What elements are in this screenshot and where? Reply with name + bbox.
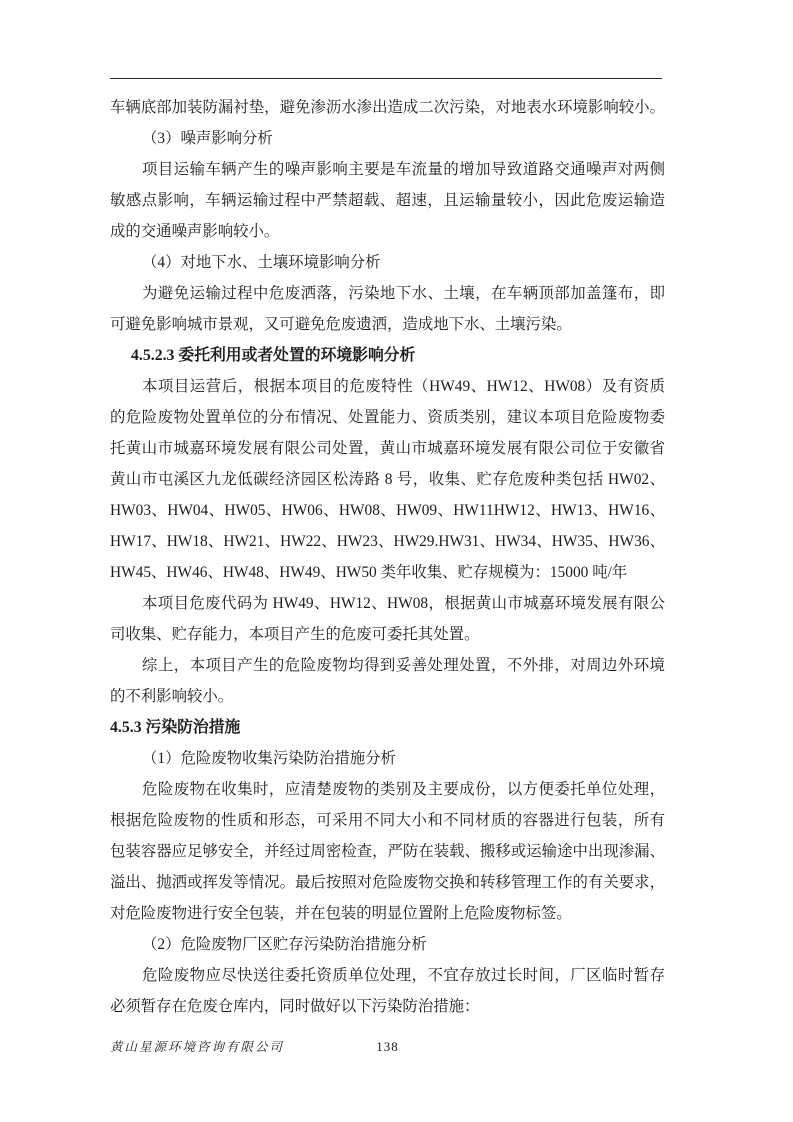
paragraph-line: 成的交通噪声影响较小。 xyxy=(110,223,280,240)
paragraph-line: 敏感点影响，车辆运输过程中严禁超载、超速，且运输量较小，因此危废运输造 xyxy=(110,192,665,209)
paragraph-line: HW45、HW46、HW48、HW49、HW50 类年收集、贮存规模为：15000 吨/年 xyxy=(110,564,628,581)
paragraph-line: 溢出、抛洒或挥发等情况。最后按照对危险废物交换和转移管理工作的有关要求， xyxy=(110,874,665,891)
paragraph-line: 车辆底部加装防漏衬垫，避免渗沥水渗出造成二次污染，对地表水环境影响较小。 xyxy=(110,99,665,116)
paragraph-line: （3）噪声影响分析 xyxy=(142,130,273,147)
paragraph-line: 综上，本项目产生的危险废物均得到妥善处理处置，不外排，对周边外环境 xyxy=(142,657,665,674)
paragraph-line: 本项目运营后，根据本项目的危废特性（HW49、HW12、HW08）及有资质 xyxy=(142,378,665,395)
paragraph-line: 司收集、贮存能力，本项目产生的危废可委托其处置。 xyxy=(110,626,480,643)
paragraph-line: （1）危险废物收集污染防治措施分析 xyxy=(142,750,396,767)
paragraph-line: 危险废物在收集时，应清楚废物的类别及主要成份，以方便委托单位处理， xyxy=(142,781,665,798)
footer-company-name: 黄山星源环境咨询有限公司 xyxy=(110,1040,285,1054)
paragraph-line: 的不利影响较小。 xyxy=(110,688,234,705)
paragraph-line: HW17、HW18、HW21、HW22、HW23、HW29.HW31、HW34、HW35、HW36、 xyxy=(110,533,665,550)
document-body xyxy=(110,92,665,1022)
paragraph-line: 对危险废物进行安全包装，并在包装的明显位置附上危险废物标签。 xyxy=(110,905,572,922)
paragraph-line: 的危险废物处置单位的分布情况、处置能力、资质类别，建议本项目危险废物委 xyxy=(110,409,665,426)
paragraph-line: 包装容器应足够安全，并经过周密检查，严防在装载、搬移或运输途中出现渗漏、 xyxy=(110,843,665,860)
page-footer xyxy=(110,1036,665,1058)
paragraph-line: 危险废物应尽快送往委托资质单位处理，不宜存放过长时间，厂区临时暂存 xyxy=(142,967,665,984)
paragraph-line: 托黄山市城嘉环境发展有限公司处置，黄山市城嘉环境发展有限公司位于安徽省 xyxy=(110,440,665,457)
paragraph-line: （2）危险废物厂区贮存污染防治措施分析 xyxy=(142,936,427,953)
paragraph-line: 可避免影响城市景观，又可避免危废遗洒，造成地下水、土壤污染。 xyxy=(110,316,572,333)
paragraph-line: 根据危险废物的性质和形态，可采用不同大小和不同材质的容器进行包装，所有 xyxy=(110,812,665,829)
paragraph-line: 项目运输车辆产生的噪声影响主要是车流量的增加导致道路交通噪声对两侧 xyxy=(142,161,665,178)
header-rule xyxy=(110,78,662,79)
paragraph-line: 本项目危废代码为 HW49、HW12、HW08，根据黄山市城嘉环境发展有限公 xyxy=(142,595,665,612)
paragraph-line: 为避免运输过程中危废洒落，污染地下水、土壤，在车辆顶部加盖篷布，即 xyxy=(142,285,665,302)
section-heading: 4.5.2.3 委托利用或者处置的环境影响分析 xyxy=(131,347,416,364)
page-number: 138 xyxy=(376,1039,399,1054)
section-heading: 4.5.3 污染防治措施 xyxy=(110,719,241,736)
paragraph-line: HW03、HW04、HW05、HW06、HW08、HW09、HW11HW12、HW13、HW16、 xyxy=(110,502,665,519)
paragraph-line: 黄山市屯溪区九龙低碳经济园区松涛路 8 号，收集、贮存危废种类包括 HW02、 xyxy=(110,471,665,488)
paragraph-line: （4）对地下水、土壤环境影响分析 xyxy=(142,254,381,271)
paragraph-line: 必须暂存在危废仓库内，同时做好以下污染防治措施： xyxy=(110,998,480,1015)
